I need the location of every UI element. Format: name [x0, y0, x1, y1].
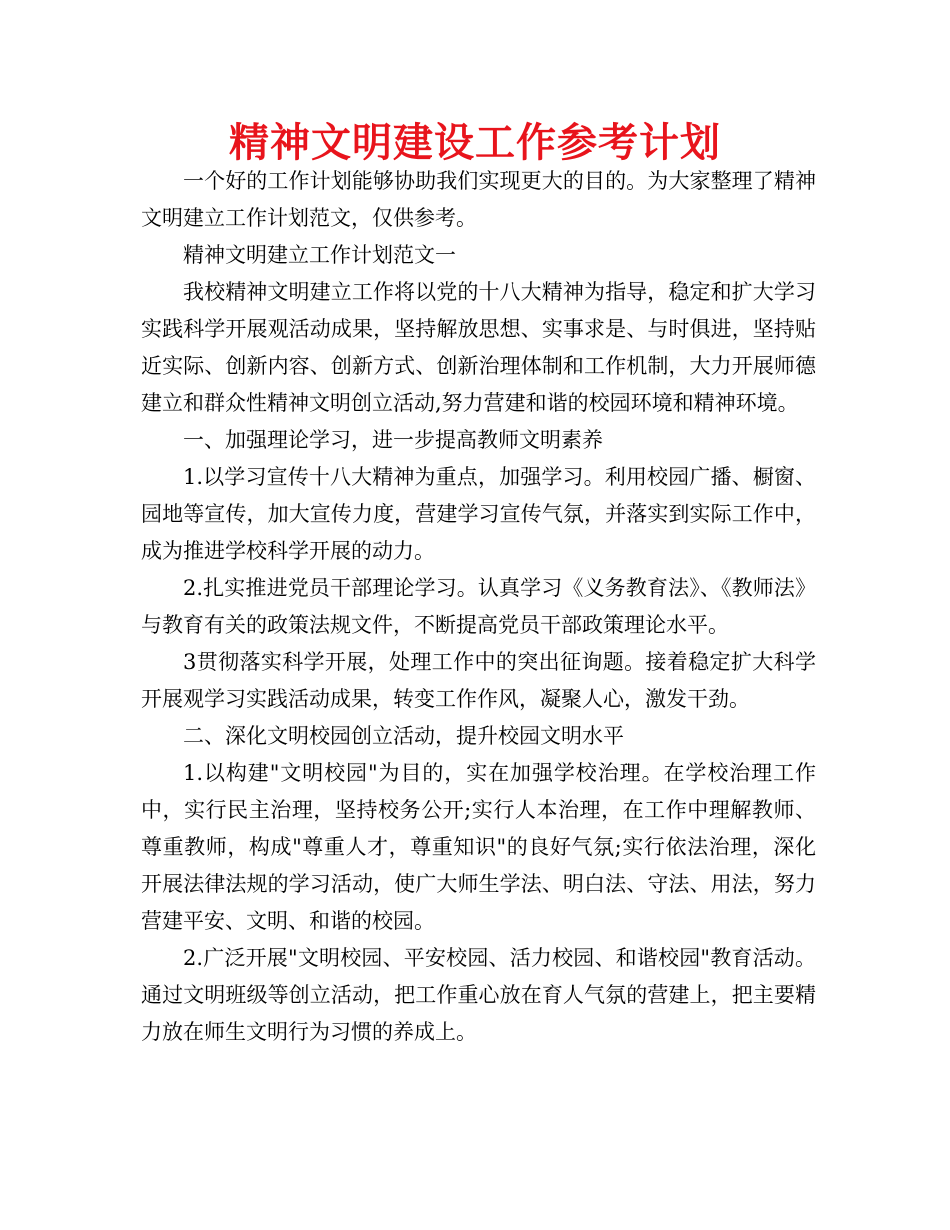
- paragraph-sample-heading: 精神文明建立工作计划范文一: [183, 243, 456, 267]
- paragraph-item-1-2: 2.扎实推进党员干部理论学习。认真学习《义务教育法》、《教师法》与教育有关的政策法规文件，不断提高党员干部政策理论水平。: [141, 576, 816, 637]
- paragraph-item-2-2: 2.广泛开展"文明校园、平安校园、活力校园、和谐校园"教育活动。通过文明班级等创立活动，把工作重心放在育人气氛的营建上，把主要精力放在师生文明行为习惯的养成上。: [141, 946, 816, 1044]
- section-heading-1: 一、加强理论学习，进一步提高教师文明素养: [183, 428, 603, 452]
- paragraph-item-1-3: 3贯彻落实科学开展，处理工作中的突出征询题。接着稳定扩大科学开展观学习实践活动成果，转变工作作风，凝聚人心，激发干劲。: [141, 650, 816, 711]
- paragraph-item-2-1: 1.以构建"文明校园"为目的，实在加强学校治理。在学校治理工作中，实行民主治理，坚持校务公开;实行人本治理，在工作中理解教师、尊重教师，构成"尊重人才，尊重知识"的良好气氛;实行依法治理，深化开展法律法规的学习活动，使广大师生学法、明白法、守法、用法，努力营建平安、文明、和谐的校园。: [141, 761, 816, 933]
- document-body: [141, 163, 816, 1051]
- document-title: 精神文明建设工作参考计划: [229, 119, 721, 166]
- paragraph-item-1-1: 1.以学习宣传十八大精神为重点，加强学习。利用校园广播、橱窗、园地等宣传，加大宣传力度，营建学习宣传气氛，并落实到实际工作中，成为推进学校科学开展的动力。: [141, 465, 816, 563]
- paragraph-intro: 一个好的工作计划能够协助我们实现更大的目的。为大家整理了精神文明建立工作计划范文，仅供参考。: [141, 169, 816, 230]
- section-heading-2: 二、深化文明校园创立活动，提升校园文明水平: [183, 724, 624, 748]
- paragraph-overview: 我校精神文明建立工作将以党的十八大精神为指导，稳定和扩大学习实践科学开展观活动成果，坚持解放思想、实事求是、与时俱进，坚持贴近实际、创新内容、创新方式、创新治理体制和工作机制，大力开展师德建立和群众性精神文明创立活动,努力营建和谐的校园环境和精神环境。: [141, 280, 816, 415]
